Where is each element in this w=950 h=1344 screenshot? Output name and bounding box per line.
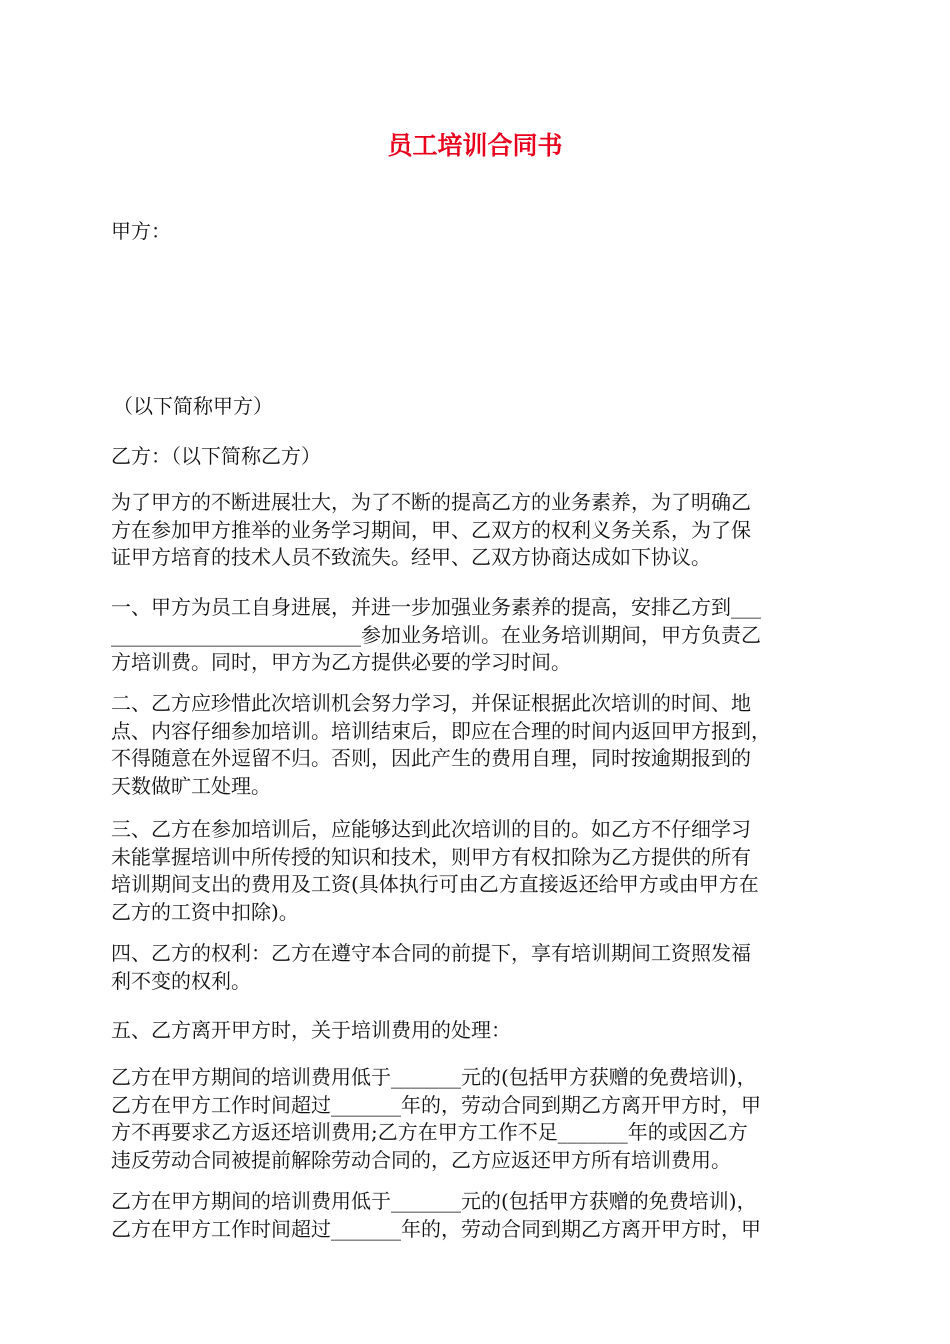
clause-4-paragraph: [111, 940, 841, 995]
clause-5-line: 乙方在甲方工作时间超过_______年的，劳动合同到期乙方离开甲方时，甲: [111, 1092, 761, 1117]
clause-1-line: _________________________参加业务培训。在业务培训期间，甲方负责乙: [111, 622, 761, 647]
clause-5-paragraph-2: [111, 1188, 841, 1243]
party-a-abbreviation: （以下简称甲方）: [113, 394, 273, 418]
clause-2-line: 不得随意在外逗留不归。否则，因此产生的费用自理，同时按逾期报到的: [111, 746, 751, 770]
party-b-label: 乙方：（以下简称乙方）: [111, 444, 321, 468]
party-a-label: 甲方：: [111, 219, 171, 243]
clause-1-paragraph: [111, 594, 841, 677]
clause-2-line: 点、内容仔细参加培训。培训结束后，即应在合理的时间内返回甲方报到，: [111, 718, 771, 743]
clause-2-line: 二、乙方应珍惜此次培训机会努力学习，并保证根据此次培训的时间、地: [111, 691, 751, 715]
clause-3-paragraph: [111, 816, 841, 926]
clause-5-paragraph-1: [111, 1064, 841, 1174]
intro-paragraph: [111, 489, 841, 572]
clause-5-line: 乙方在甲方工作时间超过_______年的，劳动合同到期乙方离开甲方时，甲: [111, 1216, 761, 1241]
clause-5-line: 乙方在甲方期间的培训费用低于_______元的(包括甲方获赠的免费培训)，: [111, 1189, 757, 1213]
clause-1-line: 一、甲方为员工自身进展，并进一步加强业务素养的提高，安排乙方到___: [111, 595, 761, 619]
clause-4-line: 四、乙方的权利：乙方在遵守本合同的前提下，享有培训期间工资照发福: [111, 941, 751, 965]
clause-2-line: 天数做旷工处理。: [111, 773, 271, 798]
intro-line: 证甲方培育的技术人员不致流失。经甲、乙双方协商达成如下协议。: [111, 545, 711, 569]
intro-line: 方在参加甲方推举的业务学习期间，甲、乙双方的权利义务关系，为了保: [111, 517, 751, 542]
document-title: 员工培训合同书: [387, 131, 563, 160]
clause-3-line: 乙方的工资中扣除)。: [111, 899, 299, 924]
clause-5-heading: 五、乙方离开甲方时，关于培训费用的处理：: [111, 1018, 511, 1042]
clause-5-line: 乙方在甲方期间的培训费用低于_______元的(包括甲方获赠的免费培训)，: [111, 1065, 757, 1089]
clause-5-line: 方不再要求乙方返还培训费用;乙方在甲方工作不足_______年的或因乙方: [111, 1120, 748, 1144]
clause-3-line: 未能掌握培训中所传授的知识和技术，则甲方有权扣除为乙方提供的所有: [111, 844, 751, 869]
clause-2-paragraph: [111, 690, 841, 800]
clause-1-line: 方培训费。同时，甲方为乙方提供必要的学习时间。: [111, 650, 571, 674]
clause-3-line: 培训期间支出的费用及工资(具体执行可由乙方直接返还给甲方或由甲方在: [111, 872, 759, 896]
clause-5-line: 违反劳动合同被提前解除劳动合同的，乙方应返还甲方所有培训费用。: [111, 1147, 731, 1172]
clause-3-line: 三、乙方在参加培训后，应能够达到此次培训的目的。如乙方不仔细学习: [111, 817, 751, 841]
clause-4-line: 利不变的权利。: [111, 968, 251, 993]
intro-line: 为了甲方的不断进展壮大，为了不断的提高乙方的业务素养，为了明确乙: [111, 490, 751, 514]
